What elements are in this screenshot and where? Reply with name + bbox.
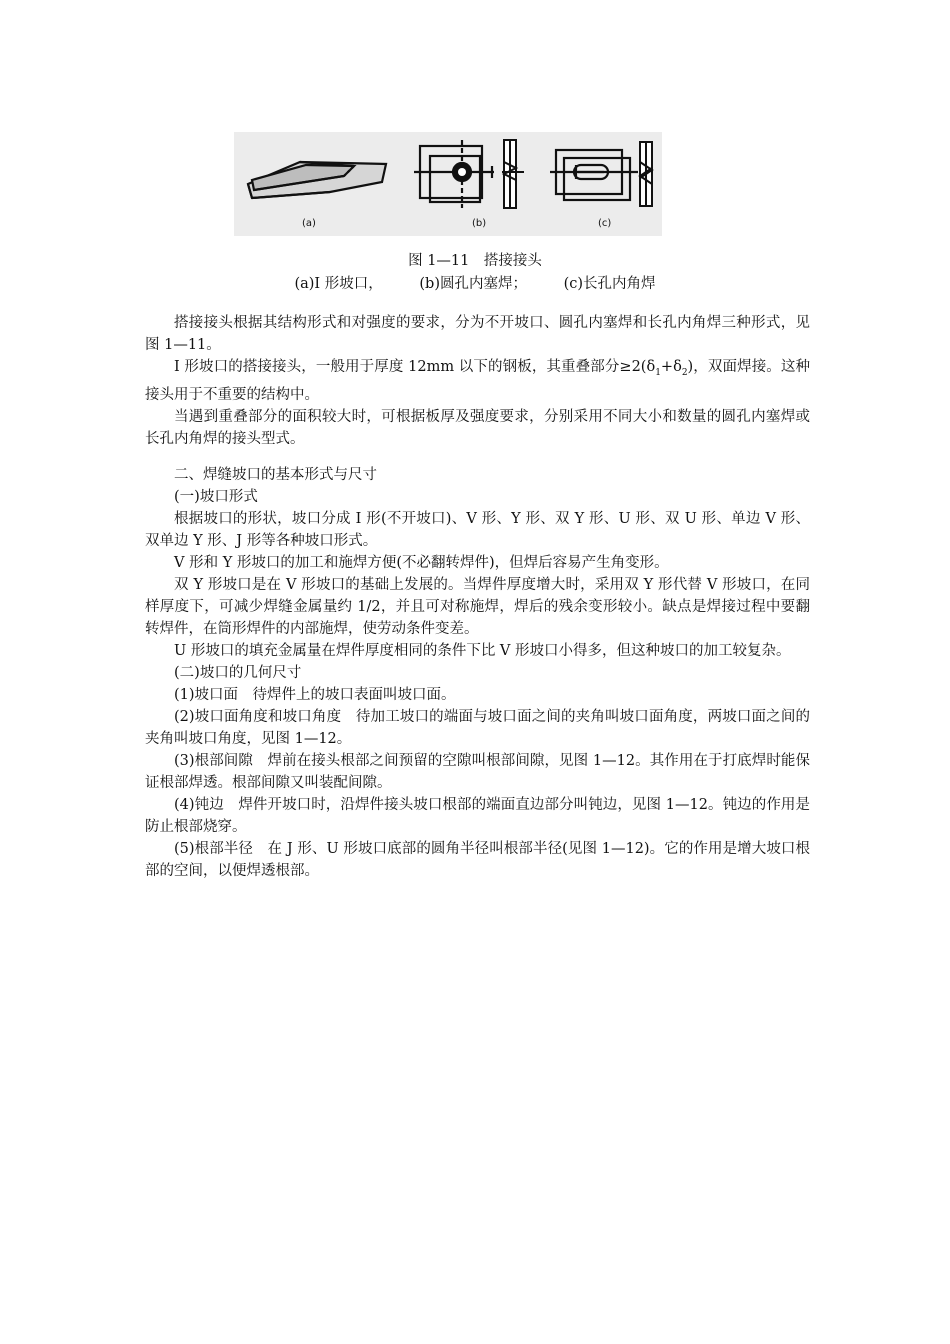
figure-caption-subtitles [0, 272, 950, 293]
text-run: )，双面焊接。这种接头用于不重要的结构中。 [145, 359, 811, 403]
paragraph [145, 356, 810, 406]
caption-sub-c: (c)长孔内角焊 [563, 276, 656, 292]
subscript: 1 [655, 367, 661, 378]
figure-caption-title: 图 1—11 搭接接头 [408, 253, 542, 269]
paragraph: V 形和 Y 形坡口的加工和施焊方便(不必翻转焊件)，但焊后容易产生角变形。 [174, 555, 669, 571]
caption-sub-b: (b)圆孔内塞焊； [419, 276, 527, 292]
figure-label-b: (b) [472, 218, 487, 229]
definition-item: (1)坡口面 待焊件上的坡口表面叫坡口面。 [174, 687, 456, 703]
figure-label-a: (a) [302, 218, 316, 229]
paragraph: 搭接接头根据其结构形式和对强度的要求，分为不开坡口、圆孔内塞焊和长孔内角焊三种形式，见图 1—11。 [145, 315, 810, 353]
figure-c-drawing [550, 150, 638, 200]
figure-1-11 [234, 132, 662, 236]
subsection-heading: (一)坡口形式 [174, 489, 258, 505]
text-run: I 形坡口的搭接接头，一般用于厚度 12mm 以下的钢板，其重叠部分≥2(δ [174, 359, 656, 375]
paragraph: U 形坡口的填充金属量在焊件厚度相同的条件下比 V 形坡口小得多，但这种坡口的加工较复杂。 [174, 643, 791, 659]
paragraph: 根据坡口的形状，坡口分成 I 形(不开坡口)、V 形、Y 形、双 Y 形、U 形、双 U 形、单边 V 形、双单边 Y 形、J 形等各种坡口形式。 [145, 511, 810, 549]
figure-b-section [502, 140, 524, 208]
groove-section [145, 464, 810, 882]
definition-item: (4)钝边 焊件开坡口时，沿焊件接头坡口根部的端面直边部分叫钝边，见图 1—12。钝边的作用是防止根部烧穿。 [145, 797, 810, 835]
definition-item: (2)坡口面角度和坡口角度 待加工坡口的端面与坡口面之间的夹角叫坡口面角度，两坡口面之间的夹角叫坡口角度，见图 1—12。 [145, 709, 810, 747]
section-heading: 二、焊缝坡口的基本形式与尺寸 [174, 467, 377, 483]
figure-b-drawing [414, 140, 494, 208]
lap-joint-section [145, 312, 810, 450]
caption-sub-a: (a)I 形坡口， [294, 276, 383, 292]
figure-c-section [640, 142, 652, 206]
figure-a-drawing [248, 162, 386, 198]
text-run: +δ [660, 359, 682, 375]
subsection-heading: (二)坡口的几何尺寸 [174, 665, 302, 681]
figure-label-c: (c) [598, 218, 612, 229]
lap-joint-illustration [234, 132, 662, 236]
definition-item: (5)根部半径 在 J 形、U 形坡口底部的圆角半径叫根部半径(见图 1—12)。它的作用是增大坡口根部的空间，以便焊透根部。 [145, 841, 810, 879]
definition-item: (3)根部间隙 焊前在接头根部之间预留的空隙叫根部间隙，见图 1—12。其作用在于打底焊时能保证根部焊透。根部间隙又叫装配间隙。 [145, 753, 810, 791]
paragraph: 双 Y 形坡口是在 V 形坡口的基础上发展的。当焊件厚度增大时，采用双 Y 形代替 V 形坡口，在同样厚度下，可减少焊缝金属量约 1/2，并且可对称施焊，焊后的残余变形较小。缺点是焊接过程中要翻转焊件，在筒形焊件的内部施焊，使劳动条件变差。 [145, 577, 810, 637]
subscript: 2 [681, 367, 688, 378]
paragraph: 当遇到重叠部分的面积较大时，可根据板厚及强度要求，分别采用不同大小和数量的圆孔内塞焊或长孔内角焊的接头型式。 [145, 408, 810, 447]
